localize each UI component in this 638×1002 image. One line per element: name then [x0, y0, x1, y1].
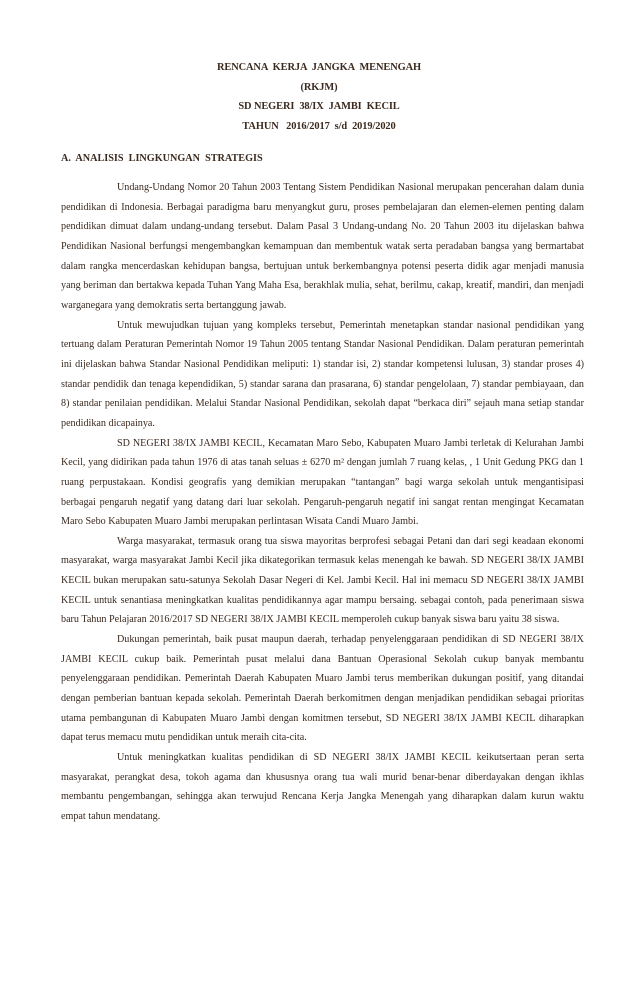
paragraph: Undang-Undang Nomor 20 Tahun 2003 Tentang Sistem Pendidikan Nasional merupakan pencerahan dalam dunia pendidikan di Indonesia. Berbagai paradigma baru menyangkut guru, proses pembelajaran dan elemen-elemen penting dalam pendidikan dimuat dalam undang-undang tersebut. Dalam Pasal 3 Undang-undang No. 20 Tahun 2003 itu dijelaskan bahwa Pendidikan Nasional berfungsi mengembangkan kemampuan dan membentuk watak serta peradaban bangsa yang bermartabat dalam rangka mencerdaskan kehidupan bangsa, bertujuan untuk berkembangnya potensi peserta didik agar menjadi manusia yang beriman dan bertakwa kepada Tuhan Yang Maha Esa, berakhlak mulia, sehat, berilmu, cakap, kreatif, mandiri, dan menjadi warganegara yang demokratis serta bertanggung jawab. [61, 182, 584, 311]
document-title [0, 58, 638, 136]
title-line: (RKJM) [300, 81, 338, 93]
paragraph: Untuk mewujudkan tujuan yang kompleks tersebut, Pemerintah menetapkan standar nasional pendidikan yang tertuang dalam Peraturan Pemerintah Nomor 19 Tahun 2005 tentang Standar Nasional Pendidikan. Dalam peraturan pemerintah ini dijelaskan bahwa Standar Nasional Pendidikan meliputi: 1) standar isi, 2) standar kompetensi lulusan, 3) standar proses 4) standar pendidik dan tenaga kependidikan, 5) standar sarana dan prasarana, 6) standar pengelolaan, 7) standar pembiayaan, dan 8) standar penilaian pendidikan. Melalui Standar Nasional Pendidikan, sekolah dapat “berkaca diri” sejauh mana setiap standar pendidikan dicapainya. [61, 319, 584, 429]
section-heading: A. ANALISIS LINGKUNGAN STRATEGIS [61, 153, 263, 164]
title-line: TAHUN 2016/2017 s/d 2019/2020 [242, 120, 396, 132]
title-line: RENCANA KERJA JANGKA MENENGAH [216, 62, 422, 73]
title-line: SD NEGERI 38/IX JAMBI KECIL [238, 101, 400, 112]
paragraph: Warga masyarakat, termasuk orang tua siswa mayoritas berprofesi sebagai Petani dan dari segi keadaan ekonomi masyarakat, warga masyarakat Jambi Kecil jika dikategorikan termasuk kelas menengah ke bawah. SD NEGERI 38/IX JAMBI KECIL bukan merupakan satu-satunya Sekolah Dasar Negeri di Kel. Jambi Kecil. Hal ini memacu SD NEGERI 38/IX JAMBI KECIL untuk senantiasa meningkatkan kualitas pendidikannya agar mampu bersaing. sebagai contoh, pada penerimaan siswa baru Tahun Pelajaran 2016/2017 SD NEGERI 38/IX JAMBI KECIL memperoleh cukup banyak siswa baru yaitu 38 siswa. [61, 535, 584, 626]
paragraph: SD NEGERI 38/IX JAMBI KECIL, Kecamatan Maro Sebo, Kabupaten Muaro Jambi terletak di Kelurahan Jambi Kecil, yang didirikan pada tahun 1976 di atas tanah seluas ± 6270 m² dengan jumlah 7 ruang kelas, , 1 Unit Gedung PKG dan 1 ruang perpustakaan. Kondisi geografis yang demikian merupakan “tantangan” bagi warga sekolah untuk mengantisipasi berbagai pengaruh negatif yang datang dari luar sekolah. Pengaruh-pengaruh negatif ini sangat rentan mengingat Kecamatan Maro Sebo Kabupaten Muaro Jambi merupakan perlintasan Wisata Candi Muaro Jambi. [61, 437, 584, 528]
body-text [61, 178, 584, 827]
paragraph: Dukungan pemerintah, baik pusat maupun daerah, terhadap penyelenggaraan pendidikan di SD NEGERI 38/IX JAMBI KECIL cukup baik. Pemerintah pusat melalui dana Bantuan Operasional Sekolah cukup banyak membantu penyelenggaraan pendidikan. Pemerintah Daerah Kabupaten Muaro Jambi terus memberikan dukungan positif, yang ditandai dengan pemberian bantuan kepada sekolah. Pemerintah Daerah berkomitmen dengan menjadikan pendidikan sebagai prioritas utama pembangunan di Kabupaten Muaro Jambi dengan komitmen tersebut, SD NEGERI 38/IX JAMBI KECIL diharapkan dapat terus memacu mutu pendidikan untuk meraih cita-cita. [61, 634, 584, 744]
paragraph: Untuk meningkatkan kualitas pendidikan di SD NEGERI 38/IX JAMBI KECIL keikutsertaan peran serta masyarakat, perangkat desa, tokoh agama dan khususnya orang tua wali murid benar-benar diberdayakan dengan ikhlas membantu pengembangan, sehingga akan terwujud Rencana Kerja Jangka Menengah yang diharapkan dalam kurun waktu empat tahun mendatang. [61, 752, 584, 822]
